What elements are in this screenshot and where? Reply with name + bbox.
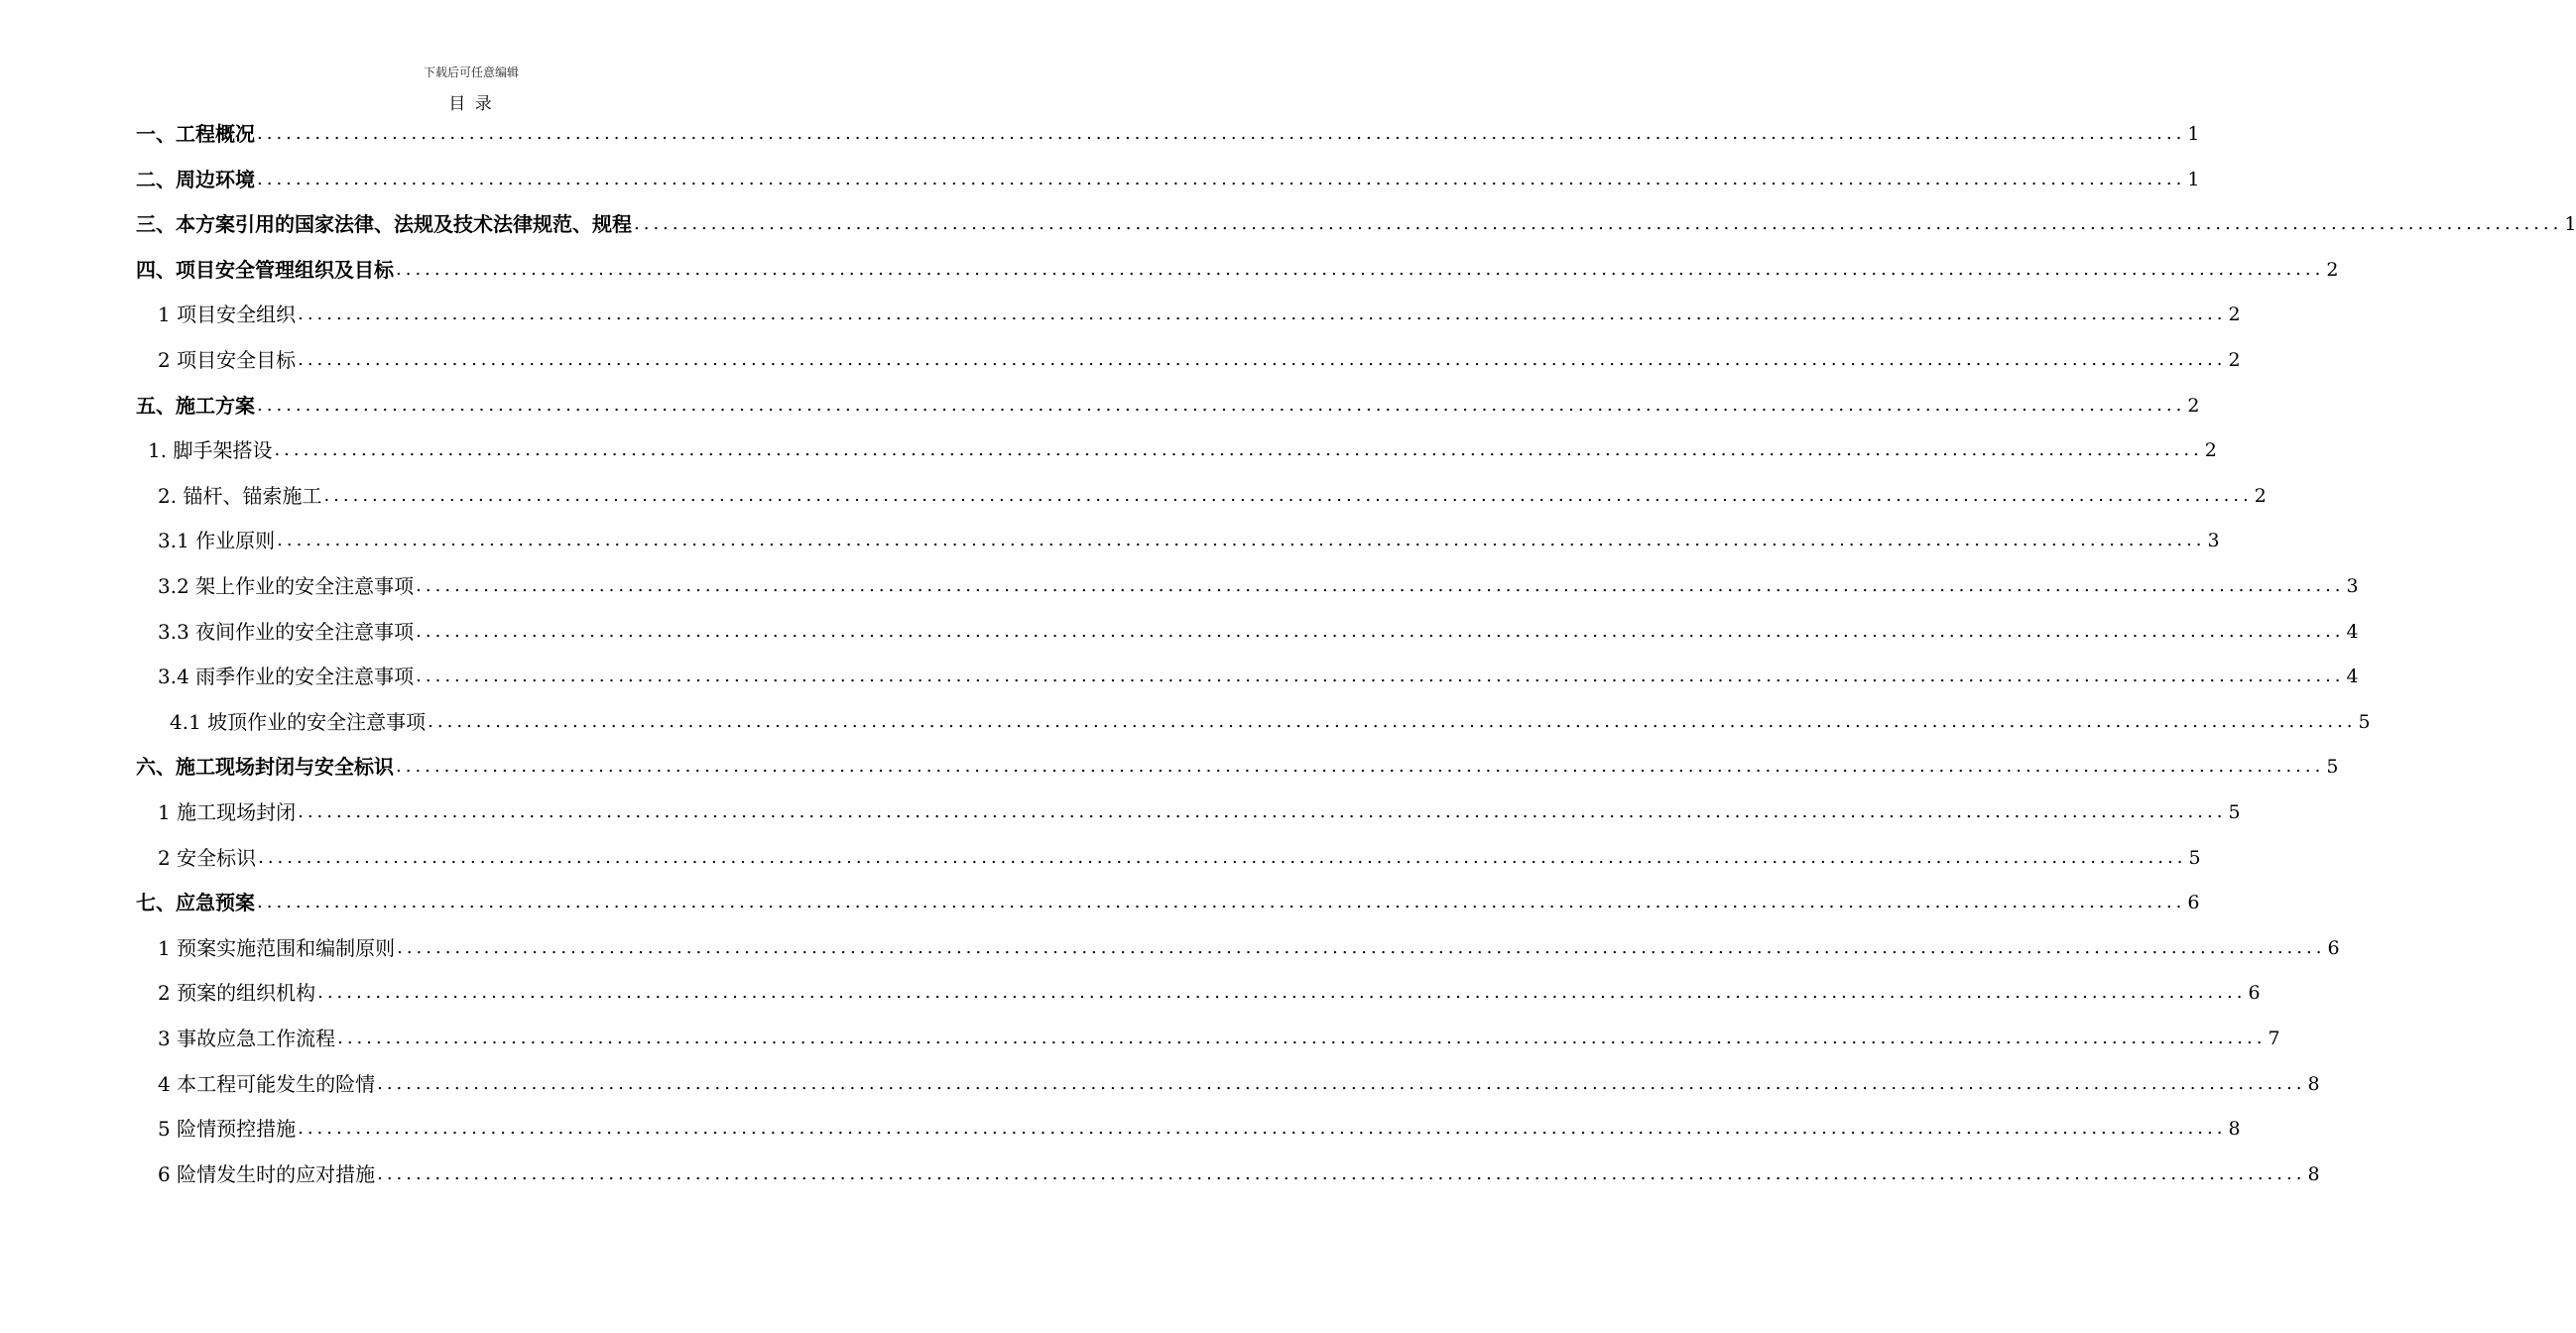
toc-entry-page: 7 [2268, 1028, 2280, 1049]
toc-leader-dots: ........................................................................................................................................................................................................ [298, 801, 2227, 822]
toc-leader-dots: ........................................................................................................................................................................................................ [397, 936, 2326, 958]
toc-leader-dots: ........................................................................................................................................................................................................ [257, 168, 2186, 189]
toc-entry-label: 4.1 坡顶作业的安全注意事项 [170, 709, 427, 734]
toc-entry-label: 3.4 雨季作业的安全注意事项 [158, 665, 415, 689]
toc-entry-label: 3 事故应急工作流程 [158, 1027, 336, 1050]
toc-entry-label: 2 项目安全目标 [158, 348, 297, 372]
toc-leader-dots: ........................................................................................................................................................................................................ [377, 1162, 2306, 1184]
toc-leader-dots: ........................................................................................................................................................................................................ [428, 710, 2357, 732]
toc-leader-dots: ........................................................................................................................................................................................................ [298, 349, 2227, 370]
toc-title: 目 录 [448, 94, 494, 114]
toc-entry-label: 3.1 作业原则 [158, 529, 276, 553]
toc-entry-label: 1. 脚手架搭设 [148, 438, 273, 463]
toc-entry-label: 四、项目安全管理组织及目标 [136, 257, 394, 282]
toc-entry-label: 6 险情发生时的应对措施 [158, 1161, 376, 1186]
toc-entry-label: 2. 锚杆、锚索施工 [158, 483, 322, 508]
toc-entry-label: 三、本方案引用的国家法律、法规及技术法律规范、规程 [136, 212, 632, 237]
toc-entry-page: 3 [2346, 575, 2359, 597]
toc-entry-page: 2 [2228, 349, 2241, 371]
toc-entry-page: 2 [2187, 394, 2200, 417]
toc-entry-page: 5 [2358, 710, 2371, 733]
toc-entry[interactable] [136, 660, 2359, 689]
toc-entry-label: 2 预案的组织机构 [158, 981, 316, 1006]
toc-leader-dots: ........................................................................................................................................................................................................ [396, 258, 2325, 280]
toc-entry-page: 8 [2307, 1072, 2320, 1095]
toc-entry[interactable] [136, 1067, 2320, 1097]
toc-entry[interactable] [136, 117, 2200, 147]
toc-entry[interactable] [136, 886, 2200, 915]
toc-leader-dots: ........................................................................................................................................................................................................ [298, 1118, 2227, 1140]
toc-entry-page: 2 [2326, 258, 2339, 281]
toc-leader-dots: ........................................................................................................................................................................................................ [416, 620, 2345, 642]
toc-entry-page: 5 [2188, 846, 2201, 869]
toc-leader-dots: ........................................................................................................................................................................................................ [258, 846, 2187, 868]
toc-entry-page: 6 [2187, 892, 2200, 914]
toc-entry[interactable] [136, 343, 2241, 373]
toc-entry[interactable] [136, 1112, 2241, 1142]
toc-entry[interactable] [136, 841, 2201, 871]
header-note: 下载后可任意编辑 [423, 65, 519, 79]
toc-entry[interactable] [136, 524, 2220, 553]
toc-leader-dots: ........................................................................................................................................................................................................ [416, 666, 2345, 687]
toc-entry[interactable] [136, 207, 2576, 237]
toc-entry[interactable] [136, 433, 2217, 463]
toc-entry-label: 1 项目安全组织 [158, 303, 297, 327]
toc-entry[interactable] [136, 1022, 2280, 1051]
toc-leader-dots: ........................................................................................................................................................................................................ [634, 213, 2563, 235]
toc-leader-dots: ........................................................................................................................................................................................................ [257, 123, 2186, 144]
toc-entry-page: 2 [2254, 484, 2267, 507]
toc-entry[interactable] [136, 479, 2267, 509]
toc-entry-page: 4 [2346, 666, 2359, 688]
toc-entry-page: 8 [2228, 1118, 2241, 1141]
toc-leader-dots: ........................................................................................................................................................................................................ [257, 892, 2186, 913]
toc-leader-dots: ........................................................................................................................................................................................................ [277, 530, 2206, 551]
toc-entry-label: 5 险情预控措施 [158, 1117, 297, 1142]
toc-entry-page: 4 [2346, 620, 2359, 643]
toc-entry-label: 4 本工程可能发生的险情 [158, 1071, 376, 1096]
toc-leader-dots: ........................................................................................................................................................................................................ [416, 575, 2345, 596]
toc-entry-label: 3.3 夜间作业的安全注意事项 [158, 619, 415, 644]
toc-entry[interactable] [136, 163, 2200, 192]
toc-leader-dots: ........................................................................................................................................................................................................ [323, 484, 2253, 506]
toc-entry-label: 2 安全标识 [158, 845, 257, 870]
toc-entry-page: 8 [2307, 1162, 2320, 1185]
toc-entry[interactable] [136, 795, 2241, 825]
toc-entry[interactable] [136, 976, 2261, 1006]
toc-entry[interactable] [136, 1157, 2320, 1187]
toc-entry-page: 1 [2187, 168, 2200, 190]
toc-entry[interactable] [136, 253, 2339, 283]
toc-leader-dots: ........................................................................................................................................................................................................ [257, 394, 2186, 416]
toc-entry-page: 5 [2228, 801, 2241, 823]
toc-leader-dots: ........................................................................................................................................................................................................ [337, 1028, 2267, 1048]
toc-entry-page: 1 [2187, 123, 2200, 145]
toc-entry-label: 五、施工方案 [136, 393, 255, 418]
toc-leader-dots: ........................................................................................................................................................................................................ [377, 1072, 2306, 1094]
toc-leader-dots: ........................................................................................................................................................................................................ [317, 982, 2247, 1004]
toc-entry-label: 二、周边环境 [136, 167, 255, 191]
toc-leader-dots: ........................................................................................................................................................................................................ [396, 756, 2325, 778]
toc-leader-dots: ........................................................................................................................................................................................................ [298, 303, 2227, 325]
toc-entry[interactable] [136, 389, 2200, 419]
toc-entry-label: 七、应急预案 [136, 891, 255, 915]
toc-entry-label: 六、施工现场封闭与安全标识 [136, 755, 394, 780]
toc-entry[interactable] [136, 931, 2340, 961]
toc-entry-page: 5 [2326, 756, 2339, 779]
toc-entry-page: 6 [2248, 982, 2261, 1005]
toc-entry-label: 3.2 架上作业的安全注意事项 [158, 574, 415, 598]
toc-entry-page: 2 [2228, 303, 2241, 326]
toc-entry[interactable] [136, 705, 2371, 735]
toc-entry-page: 1 [2564, 213, 2576, 236]
toc-entry-page: 3 [2207, 530, 2220, 552]
toc-entry[interactable] [136, 615, 2359, 645]
toc-entry-label: 1 预案实施范围和编制原则 [158, 935, 396, 960]
toc-entry[interactable] [136, 750, 2339, 780]
toc-entry[interactable] [136, 569, 2359, 599]
toc-entry-label: 一、工程概况 [136, 122, 255, 146]
toc-entry-label: 1 施工现场封闭 [158, 800, 297, 824]
toc-entry[interactable] [136, 298, 2241, 327]
toc-leader-dots: ........................................................................................................................................................................................................ [274, 439, 2203, 461]
toc-entry-page: 6 [2327, 936, 2340, 959]
toc-entry-page: 2 [2204, 439, 2217, 462]
